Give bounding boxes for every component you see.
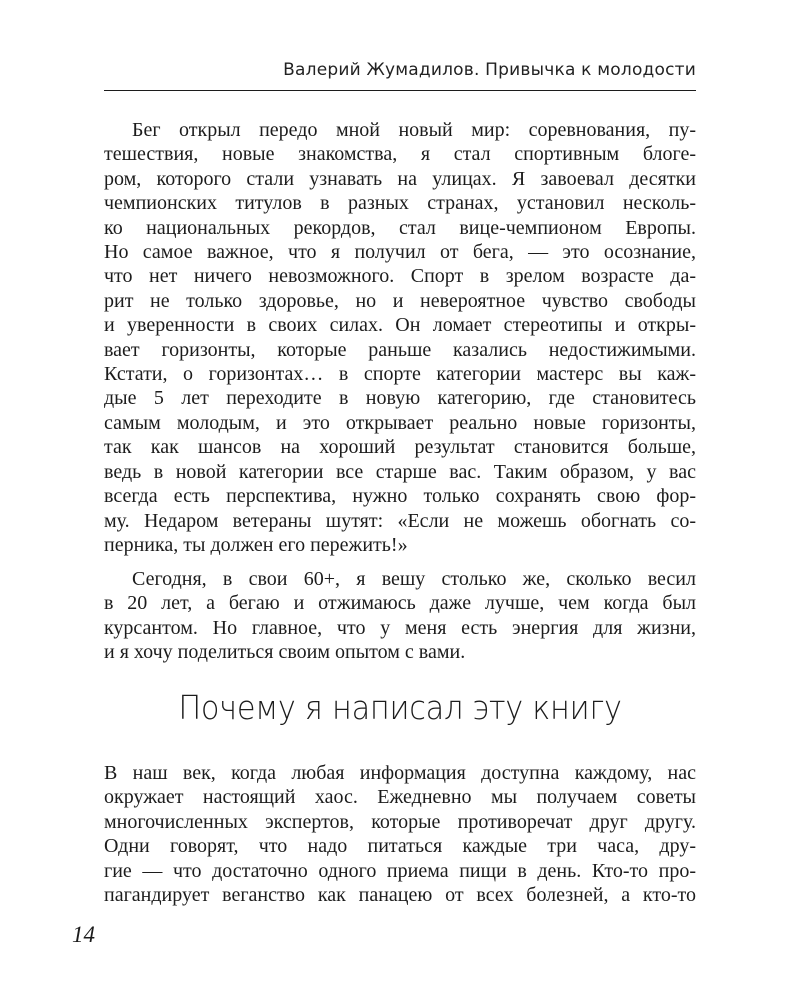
header-rule (104, 90, 696, 91)
text-line: ром, которого стали узнавать на улицах. Я завоевал десятки (104, 167, 696, 190)
text-line: всегда есть перспектива, нужно только сохранять свою фор- (104, 485, 696, 508)
section-heading: Почему я написал эту книгу (178, 688, 622, 727)
text-line: В наш век, когда любая информация доступна каждому, нас (104, 762, 696, 784)
text-line: Сегодня, в свои 60+, я вешу столько же, сколько весил (132, 568, 696, 590)
text-line: что нет ничего невозможного. Спорт в зрелом возрасте да- (104, 265, 696, 288)
text-line: тешествия, новые знакомства, я стал спортивным блоге- (104, 143, 696, 166)
text-line: вает горизонты, которые раньше казались недостижимыми. (104, 338, 696, 361)
running-header: Валерий Жумадилов. Привычка к молодости (283, 60, 696, 80)
text-line: курсантом. Но главное, что у меня есть энергия для жизни, (104, 616, 696, 639)
text-line: так как шансов на хороший результат становится больше, (104, 436, 696, 459)
text-line: му. Недаром ветераны шутят: «Если не можешь обогнать со- (104, 509, 696, 532)
text-line: ведь в новой категории все старше вас. Таким образом, у вас (104, 460, 696, 483)
text-line: Кстати, о горизонтах… в спорте категории мастерс вы каж- (104, 363, 696, 386)
text-line: в 20 лет, а бегаю и отжимаюсь даже лучше, чем когда был (104, 592, 696, 615)
text-line: и уверенности в своих силах. Он ломает стереотипы и откры- (104, 314, 696, 337)
text-line: чемпионских титулов в разных странах, установил несколь- (104, 192, 696, 215)
text-line: пагандирует веганство как панацею от всех болезней, а кто-то (104, 884, 696, 907)
text-line: многочисленных экспертов, которые противоречат друг другу. (104, 810, 696, 833)
text-line: Но самое важное, что я получил от бега, — это осознание, (104, 241, 696, 264)
text-line: перника, ты должен его пережить!» (104, 533, 408, 556)
paragraph-information-chaos (104, 761, 696, 907)
paragraph-today (104, 567, 696, 665)
text-line: Одни говорят, что надо питаться каждые три часа, дру- (104, 835, 696, 858)
text-line: дые 5 лет переходите в новую категорию, где становитесь (104, 387, 696, 410)
text-line: окружает настоящий хаос. Ежедневно мы получаем советы (104, 786, 696, 809)
text-line: самым молодым, и это открывает реально новые горизонты, (104, 411, 696, 434)
paragraph-running-journey (104, 118, 696, 557)
text-line: ко национальных рекордов, стал вице-чемпионом Европы. (104, 216, 696, 239)
text-line: Бег открыл передо мной новый мир: соревнования, пу- (132, 119, 696, 141)
text-line: гие — что достаточно одного приема пищи в день. Кто-то про- (104, 859, 696, 882)
text-line: рит не только здоровье, но и невероятное чувство свободы (104, 289, 696, 312)
page-number: 14 (72, 922, 95, 947)
text-line: и я хочу поделиться своим опытом с вами. (104, 641, 466, 664)
